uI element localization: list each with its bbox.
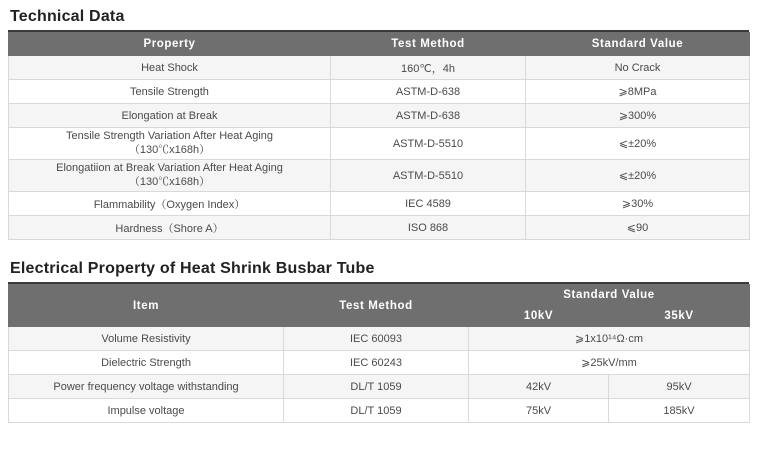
cell-standard-value: ⩾30% xyxy=(526,192,750,216)
column-header-test-method: Test Method xyxy=(331,33,526,56)
cell-test-method: IEC 60093 xyxy=(284,327,469,351)
cell-value-10kv: 75kV xyxy=(469,399,609,423)
cell-property-line1: Elongatiion at Break Variation After Heat Aging xyxy=(56,161,283,174)
table-row xyxy=(9,327,750,351)
table-row xyxy=(9,192,750,216)
technical-data-header xyxy=(9,33,750,56)
cell-standard-value: No Crack xyxy=(526,56,750,80)
cell-property-line2: （130℃x168h） xyxy=(128,175,211,188)
cell-property: Flammability（Oxygen Index） xyxy=(9,192,331,216)
table-row xyxy=(9,80,750,104)
column-header-10kv: 10kV xyxy=(469,306,609,327)
cell-property xyxy=(9,128,331,160)
table-row xyxy=(9,104,750,128)
column-header-test-method: Test Method xyxy=(284,285,469,327)
column-header-standard-value: Standard Value xyxy=(469,285,750,306)
cell-standard-value: ⩾8MPa xyxy=(526,80,750,104)
column-header-standard-value: Standard Value xyxy=(526,33,750,56)
column-header-property: Property xyxy=(9,33,331,56)
section-spacer xyxy=(8,240,749,258)
column-header-item: Item xyxy=(9,285,284,327)
cell-test-method: ISO 868 xyxy=(331,216,526,240)
cell-value-10kv: 42kV xyxy=(469,375,609,399)
cell-item: Volume Resistivity xyxy=(9,327,284,351)
cell-item: Impulse voltage xyxy=(9,399,284,423)
cell-test-method: IEC 60243 xyxy=(284,351,469,375)
column-header-35kv: 35kV xyxy=(609,306,750,327)
table-row xyxy=(9,128,750,160)
cell-test-method: DL/T 1059 xyxy=(284,399,469,423)
table-row xyxy=(9,351,750,375)
table-row xyxy=(9,160,750,192)
cell-property-line2: （130℃x168h） xyxy=(128,143,211,156)
cell-test-method: ASTM-D-638 xyxy=(331,104,526,128)
table-row xyxy=(9,216,750,240)
page-title: Technical Data xyxy=(10,8,125,25)
cell-test-method: ASTM-D-638 xyxy=(331,80,526,104)
electrical-property-title: Electrical Property of Heat Shrink Busbar Tube xyxy=(10,260,375,277)
cell-property-line1: Tensile Strength Variation After Heat Aging xyxy=(65,129,274,142)
cell-test-method: 160℃，4h xyxy=(331,56,526,80)
cell-standard-value: ⩾25kV/mm xyxy=(469,351,750,375)
technical-data-body xyxy=(9,56,750,240)
cell-item: Power frequency voltage withstanding xyxy=(9,375,284,399)
cell-property: Hardness（Shore A） xyxy=(9,216,331,240)
cell-standard-value: ⩾300% xyxy=(526,104,750,128)
cell-property: Elongation at Break xyxy=(9,104,331,128)
cell-test-method: ASTM-D-5510 xyxy=(331,128,526,160)
cell-value-35kv: 95kV xyxy=(609,375,750,399)
cell-standard-value: ⩽±20% xyxy=(526,128,750,160)
cell-standard-value: ⩽±20% xyxy=(526,160,750,192)
cell-property: Heat Shock xyxy=(9,56,331,80)
cell-property xyxy=(9,160,331,192)
table-row xyxy=(9,56,750,80)
technical-data-table xyxy=(8,32,750,240)
cell-property: Tensile Strength xyxy=(9,80,331,104)
cell-item: Dielectric Strength xyxy=(9,351,284,375)
cell-standard-value: ⩾1x10¹⁴Ω·cm xyxy=(469,327,750,351)
electrical-property-table xyxy=(8,284,750,423)
cell-value-35kv: 185kV xyxy=(609,399,750,423)
cell-test-method: IEC 4589 xyxy=(331,192,526,216)
electrical-property-header xyxy=(9,285,750,327)
table-row xyxy=(9,375,750,399)
cell-test-method: ASTM-D-5510 xyxy=(331,160,526,192)
table-row xyxy=(9,399,750,423)
electrical-property-body xyxy=(9,327,750,423)
cell-test-method: DL/T 1059 xyxy=(284,375,469,399)
cell-standard-value: ⩽90 xyxy=(526,216,750,240)
